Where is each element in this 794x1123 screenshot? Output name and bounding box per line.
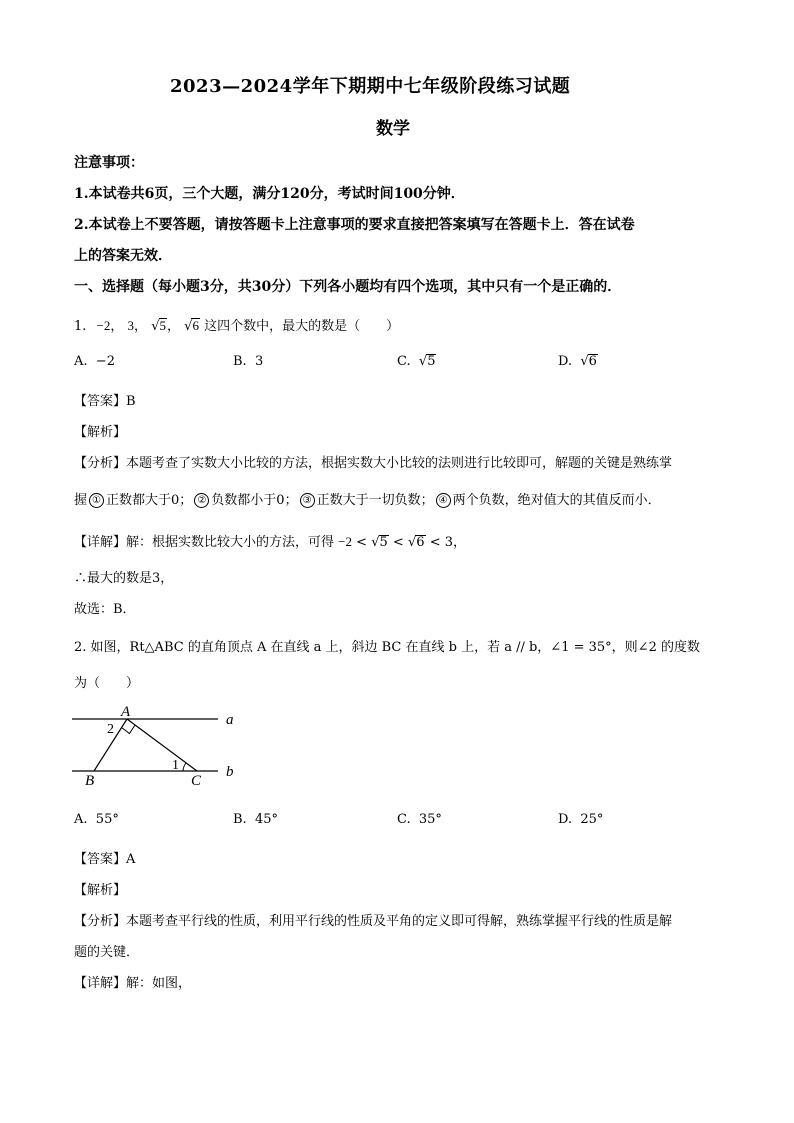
side-ac — [127, 719, 197, 771]
q2-option-d: D. 25° — [558, 812, 604, 827]
q2-answer: 【答案】A — [74, 852, 136, 867]
q1-analysis-tag: 【解析】 — [74, 425, 127, 440]
label-A: A — [121, 704, 131, 720]
q2-fenxi-line-2: 题的关键． — [74, 945, 140, 960]
question-number: 1. — [74, 319, 87, 334]
notice-item-2-line-1: 2.本试卷上不要答题，请按答题卡上注意事项的要求直接把答案填写在答题卡上．答在试卷 — [74, 217, 635, 233]
label-C: C — [191, 773, 202, 789]
q1-answer: 【答案】B — [74, 394, 136, 409]
section-1-heading: 一、选择题（每小题3分，共30分）下列各小题均有四个选项，其中只有一个是正确的． — [74, 279, 622, 295]
q2-fenxi-line-1: 【分析】本题考查平行线的性质，利用平行线的性质及平角的定义即可得解，熟练掌握平行线的性质是解 — [74, 914, 673, 929]
question-1-stem: 1. −2， 3， √5， √6 这四个数中，最大的数是（ ） — [74, 318, 400, 334]
question-2-stem-line-2: 为（ ） — [74, 676, 140, 691]
q1-option-a: A. −2 — [74, 354, 115, 369]
q1-conclusion: ∴最大的数是3， — [74, 571, 174, 586]
label-line-a: a — [226, 712, 234, 728]
value-sqrt6: √6 — [184, 318, 199, 334]
q1-option-d: D. √6 — [558, 354, 597, 369]
q2-option-c: C. 35° — [397, 812, 442, 827]
notice-item-2-line-2: 上的答案无效． — [74, 248, 172, 264]
angle-1-arc — [183, 763, 186, 771]
q2-option-b: B. 45° — [233, 812, 278, 827]
notice-item-1: 1.本试卷共6页，三个大题，满分120分，考试时间100分钟． — [74, 186, 465, 202]
q1-detail: 【详解】解：根据实数比较大小的方法，可得 −2 < √5 < √6 < 3， — [74, 534, 467, 550]
label-B: B — [85, 773, 95, 789]
question-2-stem-line-1: 2. 如图，Rt△ABC 的直角顶点 A 在直线 a 上，斜边 BC 在直线 b 上，若 a // b，∠1 = 35°，则∠2 的度数 — [74, 640, 700, 655]
q2-analysis-tag: 【解析】 — [74, 883, 127, 898]
q1-option-b: B. 3 — [233, 354, 264, 369]
q1-choose: 故选：B． — [74, 602, 136, 617]
right-angle-mark — [122, 725, 136, 734]
q1-fenxi-line-1: 【分析】本题考查了实数大小比较的方法，根据实数大小比较的法则进行比较即可，解题的关键是熟练掌 — [74, 456, 673, 471]
notice-heading: 注意事项： — [74, 155, 144, 171]
subject-title: 数学 — [376, 119, 410, 139]
value-3: 3 — [127, 318, 135, 333]
label-angle-1: 1 — [172, 758, 179, 773]
q2-option-a: A. 55° — [74, 812, 119, 827]
label-angle-2: 2 — [107, 722, 114, 737]
question-1-stem-tail: 这四个数中，最大的数是（ ） — [204, 319, 400, 334]
q1-fenxi-line-2: 握 ① 正数都大于0； ② 负数都小于0； ③ 正数大于一切负数； ④ 两个负数，绝对值大的其值反而小． — [74, 493, 661, 508]
value-sqrt5: √5 — [151, 318, 166, 334]
page-title: 2023—2024学年下期期中七年级阶段练习试题 — [170, 76, 571, 97]
q2-detail: 【详解】解：如图， — [74, 976, 192, 991]
value-neg2: −2 — [96, 318, 111, 333]
label-line-b: b — [226, 764, 234, 780]
triangle-figure — [70, 702, 250, 792]
q1-option-c: C. √5 — [397, 354, 436, 369]
